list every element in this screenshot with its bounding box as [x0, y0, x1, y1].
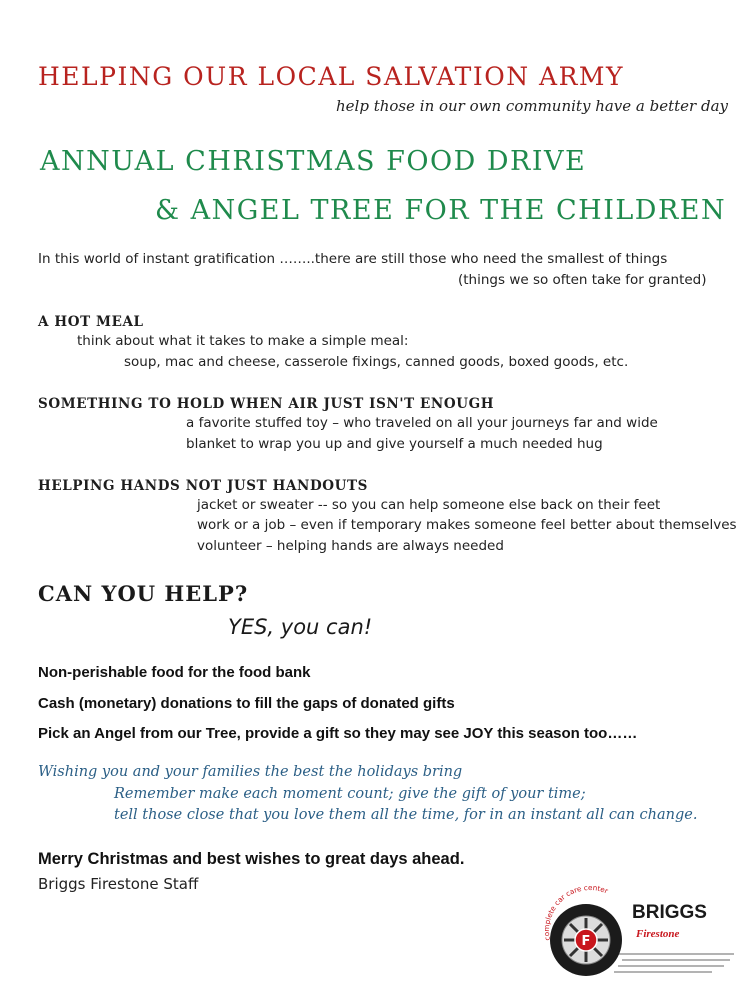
logo-name: BRIGGS — [632, 902, 707, 923]
wish-line-2: Remember make each moment count; give the gift of your time; — [114, 786, 586, 802]
yes-you-can: YES, you can! — [228, 615, 373, 639]
section-line: volunteer – helping hands are always needed — [197, 538, 504, 554]
section-line: work or a job – even if temporary makes someone feel better about themselves — [197, 517, 737, 533]
page-title: HELPING OUR LOCAL SALVATION ARMY — [38, 62, 625, 91]
svg-text:F: F — [581, 934, 591, 949]
headline-line-1: ANNUAL CHRISTMAS FOOD DRIVE — [40, 146, 587, 177]
section-line: jacket or sweater -- so you can help someone else back on their feet — [197, 497, 661, 513]
intro-line-1: In this world of instant gratification ……..there are still those who need the smallest of things — [38, 251, 668, 267]
speed-lines — [614, 954, 734, 972]
can-you-help-heading: CAN YOU HELP? — [38, 581, 249, 606]
tire-icon — [550, 904, 622, 976]
logo-brand: Firestone — [636, 928, 680, 940]
page-subtitle: help those in our own community have a better day — [336, 97, 728, 115]
wish-line-3: tell those close that you love them all the time, for in an instant all can change. — [114, 807, 698, 823]
donation-way-1: Non-perishable food for the food bank — [38, 664, 311, 681]
section-line: a favorite stuffed toy – who traveled on all your journeys far and wide — [186, 415, 658, 431]
section-heading-something-to-hold: SOMETHING TO HOLD WHEN AIR JUST ISN'T ENOUGH — [38, 396, 495, 412]
section-heading-hot-meal: A HOT MEAL — [38, 314, 144, 330]
section-heading-helping-hands: HELPING HANDS NOT JUST HANDOUTS — [38, 478, 369, 494]
section-line: blanket to wrap you up and give yourself a much needed hug — [186, 436, 603, 452]
section-line: think about what it takes to make a simple meal: — [77, 333, 409, 349]
signature: Briggs Firestone Staff — [38, 875, 199, 893]
section-line: soup, mac and cheese, casserole fixings, canned goods, boxed goods, etc. — [124, 354, 629, 370]
logo-arc-text: complete car care center — [541, 882, 610, 942]
intro-line-2: (things we so often take for granted) — [458, 272, 707, 288]
briggs-firestone-logo — [538, 882, 738, 980]
donation-way-2: Cash (monetary) donations to fill the gaps of donated gifts — [38, 695, 455, 712]
headline-line-2: & ANGEL TREE FOR THE CHILDREN — [155, 195, 727, 226]
wish-line-1: Wishing you and your families the best the holidays bring — [38, 764, 463, 780]
donation-way-3: Pick an Angel from our Tree, provide a gift so they may see JOY this season too…… — [38, 725, 638, 742]
closing-greeting: Merry Christmas and best wishes to great days ahead. — [38, 850, 465, 868]
